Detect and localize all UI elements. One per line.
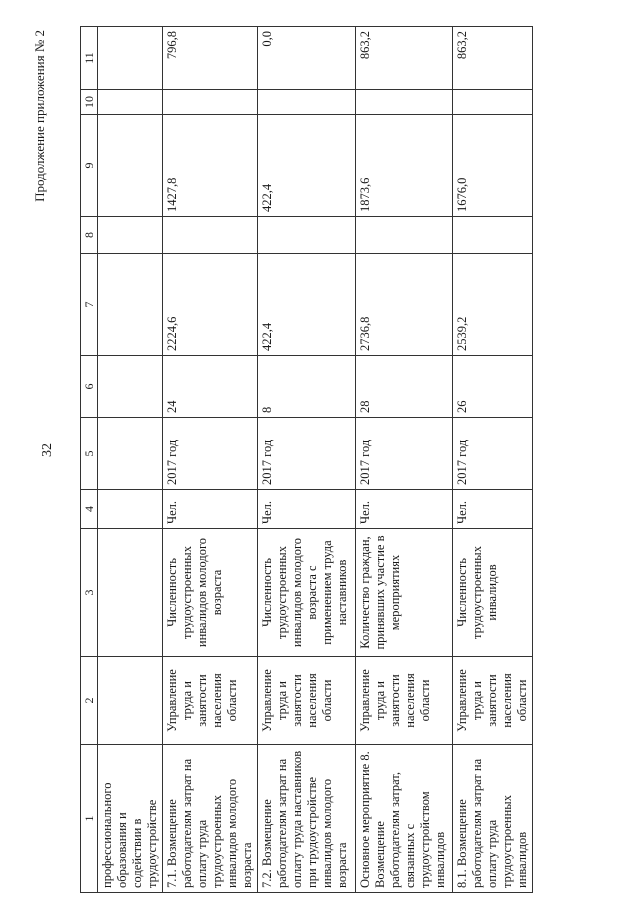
cell-col11: 0,0: [258, 27, 356, 90]
total-amount: 2736,8: [356, 254, 453, 356]
executor: [98, 657, 163, 745]
cell-col9: 1427,8: [163, 115, 258, 217]
total-amount: 2539,2: [453, 254, 533, 356]
indicator-value: 8: [258, 356, 356, 418]
period: 2017 год: [163, 418, 258, 490]
period: [98, 418, 163, 490]
column-header: 1: [81, 745, 98, 893]
measure-name: 8.1. Возмещение работодателям затрат на оплату труда трудоустроенных инвалидов: [453, 745, 533, 893]
cell-col11: [98, 27, 163, 90]
indicator-name: Численность трудоустроенных инвалидов молодого возраста с применением труда наставников: [258, 529, 356, 657]
indicator-name: [98, 529, 163, 657]
column-header: 6: [81, 356, 98, 418]
page-header: [0, 0, 90, 905]
cell-col10: [98, 90, 163, 115]
column-number-row: [81, 27, 98, 893]
cell-col8: [163, 217, 258, 254]
cell-col8: [453, 217, 533, 254]
unit: [98, 490, 163, 529]
measure-name: профессионального образования и содействии в трудоустройстве: [98, 745, 163, 893]
table-row: [258, 27, 356, 893]
program-table: [80, 26, 533, 893]
column-header: 8: [81, 217, 98, 254]
period: 2017 год: [453, 418, 533, 490]
cell-col9: 1873,6: [356, 115, 453, 217]
measure-name: Основное мероприятие 8. Возмещение работодателям затрат, связанных с трудоустройством инвалидов: [356, 745, 453, 893]
executor: Управление труда и занятости населения области: [258, 657, 356, 745]
table-row: [453, 27, 533, 893]
continuation-note: Продолжение приложения № 2: [32, 30, 47, 202]
indicator-name: Численность трудоустроенных инвалидов молодого возраста: [163, 529, 258, 657]
cell-col8: [258, 217, 356, 254]
cell-col10: [258, 90, 356, 115]
period: 2017 год: [356, 418, 453, 490]
cell-col8: [356, 217, 453, 254]
unit: Чел.: [453, 490, 533, 529]
indicator-value: 24: [163, 356, 258, 418]
cell-col10: [356, 90, 453, 115]
measure-name: 7.2. Возмещение работодателям затрат на оплату труда наставников при трудоустройстве инвалидов молодого возраста: [258, 745, 356, 893]
column-header: 7: [81, 254, 98, 356]
table-row: [98, 27, 163, 893]
period: 2017 год: [258, 418, 356, 490]
column-header: 4: [81, 490, 98, 529]
total-amount: 422,4: [258, 254, 356, 356]
page-number: 32: [40, 443, 55, 457]
cell-col10: [453, 90, 533, 115]
column-header: 5: [81, 418, 98, 490]
cell-col11: 863,2: [356, 27, 453, 90]
indicator-value: 28: [356, 356, 453, 418]
cell-col10: [163, 90, 258, 115]
cell-col8: [98, 217, 163, 254]
column-header: 2: [81, 657, 98, 745]
indicator-name: Численность трудоустроенных инвалидов: [453, 529, 533, 657]
table-row: [356, 27, 453, 893]
total-amount: 2224,6: [163, 254, 258, 356]
indicator-value: 26: [453, 356, 533, 418]
column-header: 10: [81, 90, 98, 115]
executor: Управление труда и занятости населения области: [453, 657, 533, 745]
cell-col9: 422,4: [258, 115, 356, 217]
unit: Чел.: [356, 490, 453, 529]
table-row: [163, 27, 258, 893]
column-header: 3: [81, 529, 98, 657]
unit: Чел.: [163, 490, 258, 529]
indicator-name: Количество граждан, принявших участие в мероприятиях: [356, 529, 453, 657]
cell-col11: 796,8: [163, 27, 258, 90]
cell-col9: [98, 115, 163, 217]
column-header: 9: [81, 115, 98, 217]
measure-name: 7.1. Возмещение работодателям затрат на оплату труда трудоустроенных инвалидов молодого возраста: [163, 745, 258, 893]
total-amount: [98, 254, 163, 356]
cell-col11: 863,2: [453, 27, 533, 90]
indicator-value: [98, 356, 163, 418]
unit: Чел.: [258, 490, 356, 529]
executor: Управление труда и занятости населения области: [356, 657, 453, 745]
column-header: 11: [81, 27, 98, 90]
cell-col9: 1676,0: [453, 115, 533, 217]
executor: Управление труда и занятости населения области: [163, 657, 258, 745]
